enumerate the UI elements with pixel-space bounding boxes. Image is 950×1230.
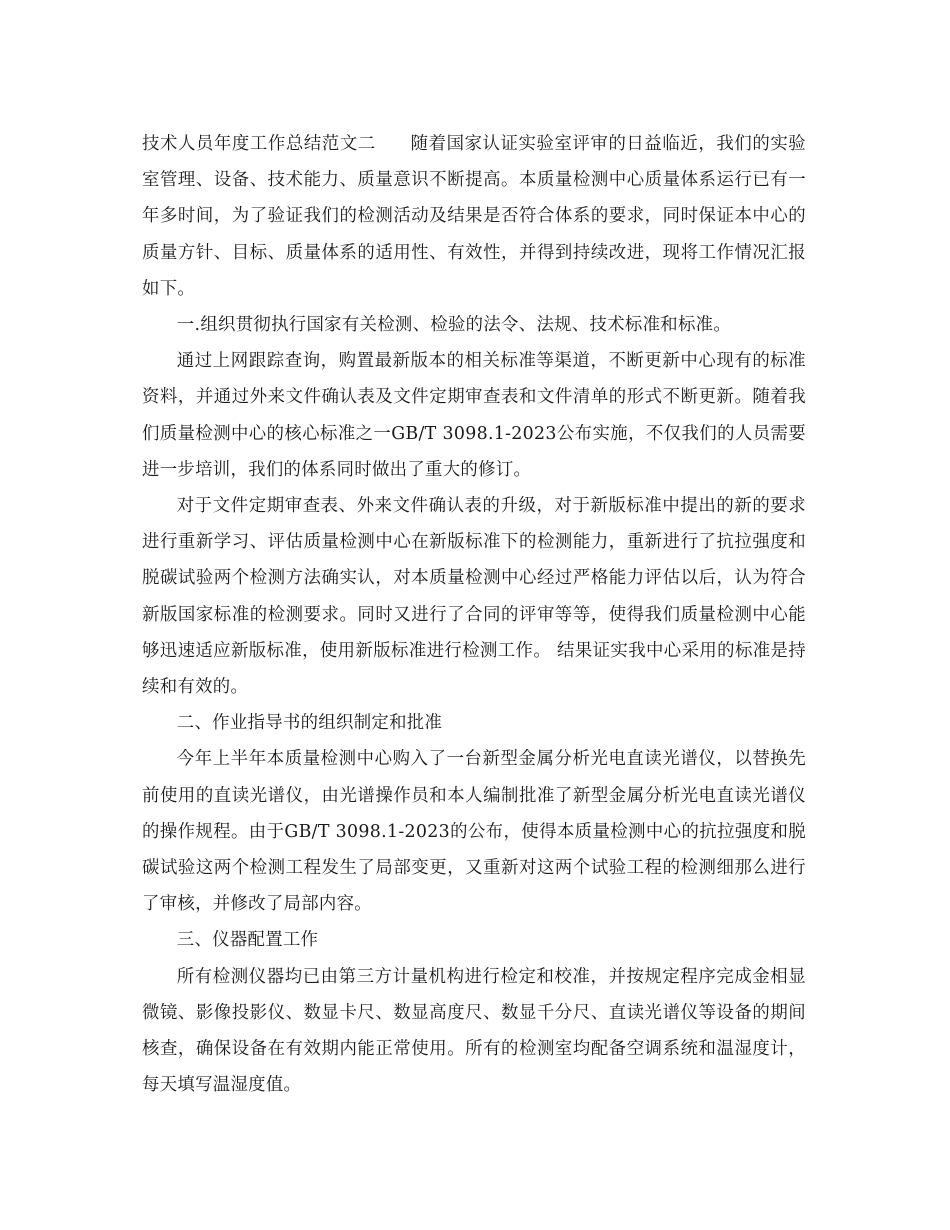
- document-body: [142, 126, 806, 1103]
- document-title: 技术人员年度工作总结范文二: [142, 134, 376, 154]
- intro-text: 随着国家认证实验室评审的日益临近，我们的实验室管理、设备、技术能力、质量意识不断提高。本质量检测中心质量体系运行已有一年多时间，为了验证我们的检测活动及结果是否符合体系的要求，同时保证本中心的质量方针、目标、质量体系的适用性、有效性，并得到持续改进，现将工作情况汇报如下。: [142, 134, 806, 299]
- section2-heading: 二、作业指导书的组织制定和批准: [176, 713, 443, 734]
- section1-heading: 一.组织贯彻执行国家有关检测、检验的法令、法规、技术标准和标准。: [176, 315, 732, 336]
- intro-paragraph: [142, 126, 806, 307]
- section1-paragraph-1: 通过上网跟踪查询，购置最新版本的相关标准等渠道，不断更新中心现有的标准资料，并通过外来文件确认表及文件定期审查表和文件清单的形式不断更新。随着我们质量检测中心的核心标准之一GB/T 3098.1-2023公布实施，不仅我们的人员需要进一步培训，我们的体系同时做出了重大的修订。: [142, 351, 806, 480]
- section1-paragraph-2: 对于文件定期审查表、外来文件确认表的升级，对于新版标准中提出的新的要求进行重新学习、评估质量检测中心在新版标准下的检测能力，重新进行了抗拉强度和脱碳试验两个检测方法确实认，对本质量检测中心经过严格能力评估以后，认为符合新版国家标准的检测要求。同时又进行了合同的评审等等，使得我们质量检测中心能够迅速适应新版标准，使用新版标准进行检测工作。 结果证实我中心采用的标准是持续和有效的。: [142, 496, 806, 698]
- section3-heading: 三、仪器配置工作: [176, 930, 319, 951]
- section3-paragraph-1: 所有检测仪器均已由第三方计量机构进行检定和校准，并按规定程序完成金相显微镜、影像投影仪、数显卡尺、数显高度尺、数显千分尺、直读光谱仪等设备的期间核查，确保设备在有效期内能正常使用。所有的检测室均配备空调系统和温湿度计，每天填写温湿度值。: [142, 966, 806, 1096]
- section2-paragraph-1: 今年上半年本质量检测中心购入了一台新型金属分析光电直读光谱仪，以替换先前使用的直读光谱仪，由光谱操作员和本人编制批准了新型金属分析光电直读光谱仪的操作规程。由于GB/T 3098.1-2023的公布，使得本质量检测中心的抗拉强度和脱碳试验这两个检测工程发生了局部变更，又重新对这两个试验工程的检测细那么进行了审核，并修改了局部内容。: [142, 749, 806, 915]
